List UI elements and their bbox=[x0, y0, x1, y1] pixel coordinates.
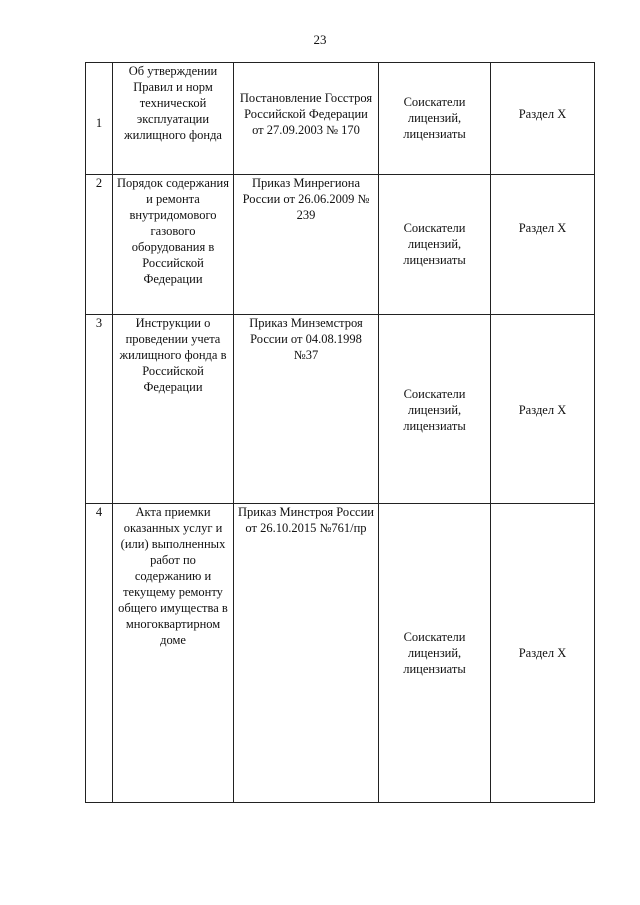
regulations-table bbox=[85, 62, 595, 803]
table-row bbox=[86, 315, 595, 504]
section-reference: Раздел X bbox=[491, 175, 595, 315]
requirement-name: Порядок содержания и ремонта внутридомового газового оборудования в Российской Федерации bbox=[113, 175, 234, 315]
legal-document: Приказ Минстроя России от 26.10.2015 №761/пр bbox=[234, 504, 379, 803]
row-number: 2 bbox=[86, 175, 113, 315]
subjects: Соискатели лицензий, лицензиаты bbox=[379, 315, 491, 504]
requirement-name: Акта приемки оказанных услуг и (или) выполненных работ по содержанию и текущему ремонту общего имущества в многоквартирном доме bbox=[113, 504, 234, 803]
table-row bbox=[86, 504, 595, 803]
subjects: Соискатели лицензий, лицензиаты bbox=[379, 175, 491, 315]
subjects: Соискатели лицензий, лицензиаты bbox=[379, 63, 491, 175]
legal-document: Приказ Минрегиона России от 26.06.2009 № 239 bbox=[234, 175, 379, 315]
table-row bbox=[86, 63, 595, 175]
legal-document: Постановление Госстроя Российской Федерации от 27.09.2003 № 170 bbox=[234, 63, 379, 175]
subjects: Соискатели лицензий, лицензиаты bbox=[379, 504, 491, 803]
row-number: 3 bbox=[86, 315, 113, 504]
row-number: 4 bbox=[86, 504, 113, 803]
section-reference: Раздел X bbox=[491, 63, 595, 175]
requirement-name: Об утверждении Правил и норм технической эксплуатации жилищного фонда bbox=[113, 63, 234, 175]
page-number: 23 bbox=[313, 32, 327, 47]
table-row bbox=[86, 175, 595, 315]
section-reference: Раздел X bbox=[491, 504, 595, 803]
legal-document: Приказ Минземстроя России от 04.08.1998 №37 bbox=[234, 315, 379, 504]
row-number: 1 bbox=[86, 63, 113, 175]
section-reference: Раздел X bbox=[491, 315, 595, 504]
requirement-name: Инструкции о проведении учета жилищного фонда в Российской Федерации bbox=[113, 315, 234, 504]
